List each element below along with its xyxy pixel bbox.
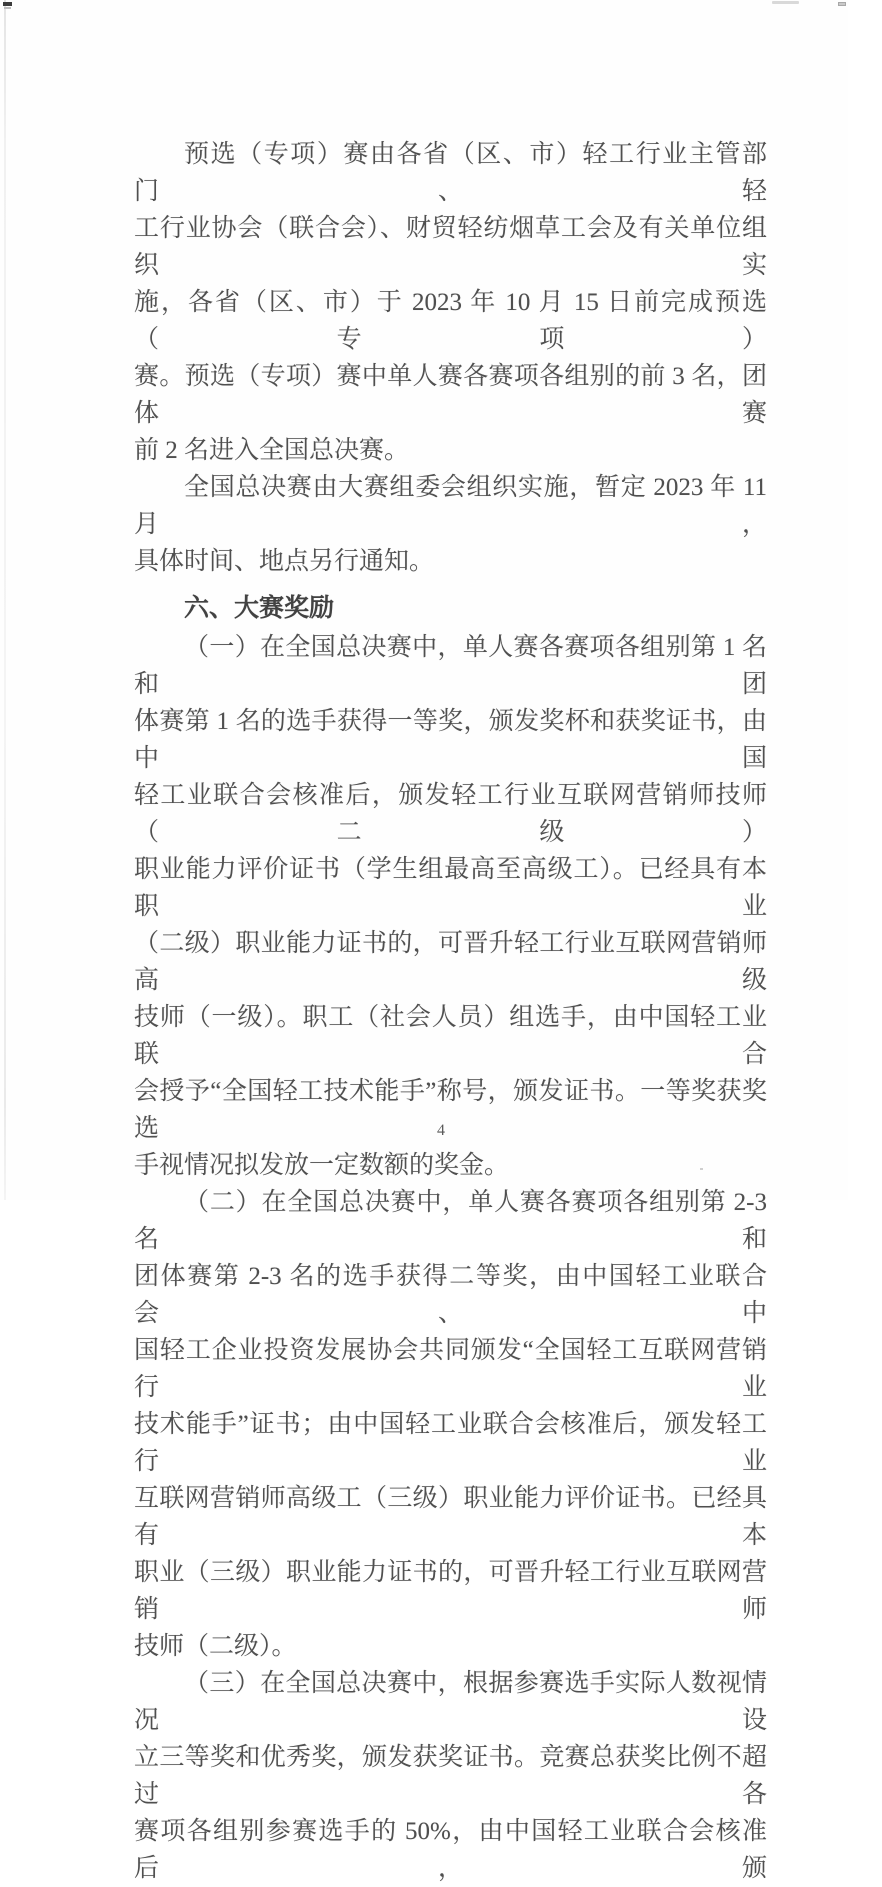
page-number: 4 [437, 1122, 445, 1139]
text-line: 技师（一级）。职工（社会人员）组选手，由中国轻工业联合 [134, 1004, 767, 1068]
scan-artifact-top-right [838, 2, 846, 6]
text-line: 技师（二级）。 [134, 1633, 297, 1660]
document-body [134, 136, 767, 1887]
text-line: 手视情况拟发放一定数额的奖金。 [134, 1152, 510, 1179]
text-line: 具体时间、地点另行通知。 [134, 548, 435, 575]
scan-artifact-left-edge-line [4, 0, 6, 1200]
scan-artifact-top-smudge [772, 1, 799, 4]
text-line: （一）在全国总决赛中，单人赛各赛项各组别第 1 名和团 [134, 634, 767, 698]
paragraph [134, 136, 767, 469]
text-line: 预选（专项）赛由各省（区、市）轻工行业主管部门、轻 [134, 141, 767, 205]
paragraph [134, 1665, 767, 1887]
text-line: 职业（三级）职业能力证书的，可晋升轻工行业互联网营销师 [134, 1559, 767, 1623]
text-line: 赛项各组别参赛选手的 50%，由中国轻工业联合会核准后，颁 [134, 1818, 767, 1882]
paragraph [134, 1184, 767, 1665]
scan-artifact-top-left-dark [3, 2, 12, 6]
text-line: 团体赛第 2-3 名的选手获得二等奖，由中国轻工业联合会、中 [134, 1263, 767, 1327]
text-line: 施，各省（区、市）于 2023 年 10 月 15 日前完成预选（专项） [134, 289, 767, 353]
text-line: 体赛第 1 名的选手获得一等奖，颁发奖杯和获奖证书，由中国 [134, 708, 767, 772]
text-line: 全国总决赛由大赛组委会组织实施，暂定 2023 年 11 月， [134, 474, 767, 538]
text-line: （二级）职业能力证书的，可晋升轻工行业互联网营销师高级 [134, 930, 767, 994]
text-line: 技术能手”证书；由中国轻工业联合会核准后，颁发轻工行业 [134, 1411, 767, 1475]
text-line: 职业能力评价证书（学生组最高至高级工）。已经具有本职业 [134, 856, 767, 920]
text-line: 轻工业联合会核准后，颁发轻工行业互联网营销师技师（二级） [134, 782, 767, 846]
text-line: 工行业协会（联合会）、财贸轻纺烟草工会及有关单位组织实 [134, 215, 767, 279]
text-line: （二）在全国总决赛中，单人赛各赛项各组别第 2-3 名和 [134, 1189, 767, 1253]
text-line: 赛。预选（专项）赛中单人赛各赛项各组别的前 3 名，团体赛 [134, 363, 767, 427]
paragraph [134, 629, 767, 1184]
text-line: 前 2 名进入全国总决赛。 [134, 437, 410, 464]
text-line: 会授予“全国轻工技术能手”称号，颁发证书。一等奖获奖选 [134, 1078, 767, 1142]
paragraph [134, 469, 767, 580]
text-line: 国轻工企业投资发展协会共同颁发“全国轻工互联网营销行业 [134, 1337, 767, 1401]
text-line: 立三等奖和优秀奖，颁发获奖证书。竞赛总获奖比例不超过各 [134, 1744, 767, 1808]
text-line: （三）在全国总决赛中，根据参赛选手实际人数视情况设 [134, 1670, 767, 1734]
text-line: 互联网营销师高级工（三级）职业能力评价证书。已经具有本 [134, 1485, 767, 1549]
section-heading: 六、大赛奖励 [184, 594, 335, 622]
scan-artifact-top-left-light [4, 7, 11, 9]
